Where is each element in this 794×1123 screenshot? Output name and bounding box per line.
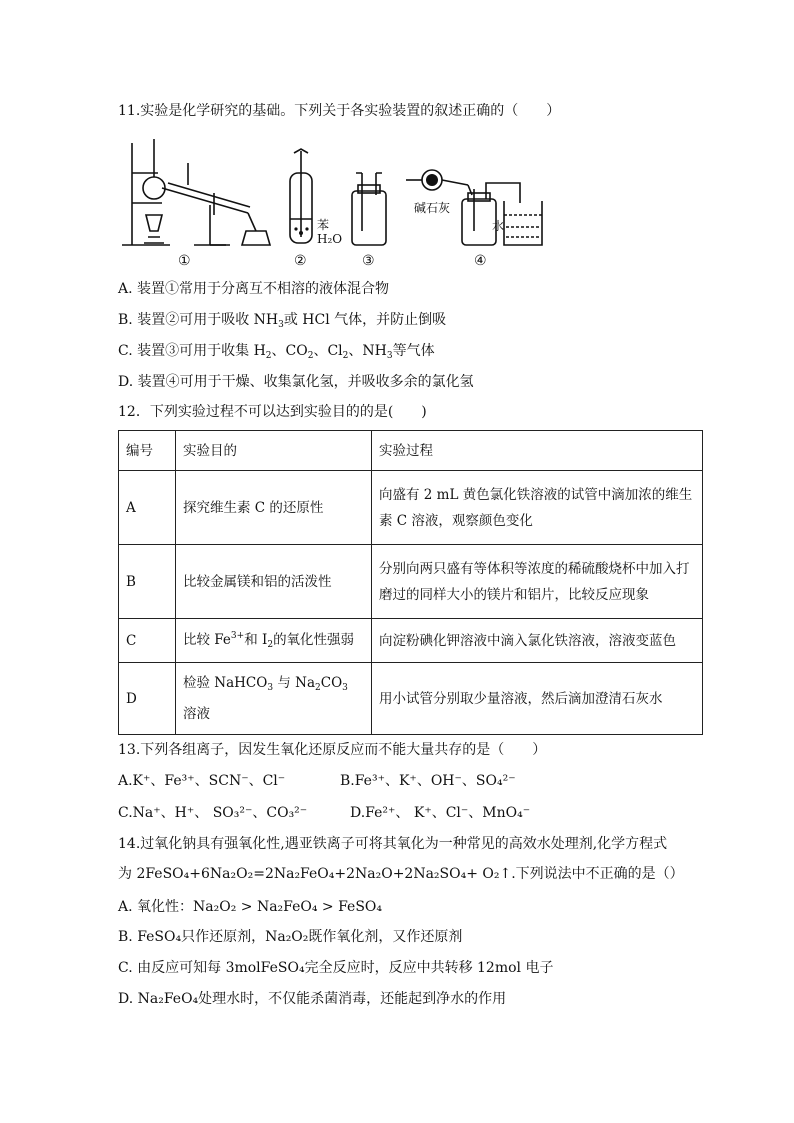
label-soda-lime: 碱石灰 — [414, 201, 451, 215]
table-row — [119, 545, 703, 619]
label-water-beaker: 水 — [492, 219, 505, 233]
header-id: 编号 — [119, 431, 176, 471]
row-proc: 用小试管分别取少量溶液，然后滴加澄清石灰水 — [372, 663, 703, 735]
row-goal: 比较 $Fe^{3+}$和 $I_2$的氧化性强弱 — [176, 619, 372, 663]
row-id: C — [119, 619, 176, 663]
q14-stem-line2: 为 2FeSO₄+6Na₂O₂=2Na₂FeO₄+2Na₂O+2Na₂SO₄+ O₂↑.下列说法中不正确的是（） — [118, 866, 684, 882]
q13-option-b: B.Fe³⁺、K⁺、OH⁻、SO₄²⁻ — [340, 773, 516, 789]
q13-option-c: C.Na⁺、H⁺、 SO₃²⁻、CO₃²⁻ — [118, 805, 308, 821]
header-proc: 实验过程 — [372, 431, 703, 471]
apparatus-drawing — [118, 133, 558, 273]
table-row — [119, 471, 703, 545]
row-id: B — [119, 545, 176, 619]
row-proc: 向淀粉碘化钾溶液中滴入氯化铁溶液，溶液变蓝色 — [372, 619, 703, 663]
q14-option-b: B. FeSO₄只作还原剂，Na₂O₂既作氧化剂，又作还原剂 — [118, 929, 463, 945]
label-benzene: 苯 — [317, 218, 330, 232]
row-goal: 检验 NaHCO$_3$ 与 $Na_2CO_3$ 溶液 — [176, 663, 372, 735]
row-proc: 向盛有 2 mL 黄色氯化铁溶液的试管中滴加浓的维生素 C 溶液，观察颜色变化 — [372, 471, 703, 545]
label-apparatus-3: ③ — [362, 253, 375, 269]
header-goal: 实验目的 — [176, 431, 372, 471]
apparatus-figure — [118, 133, 558, 273]
row-goal: 探究维生素 C 的还原性 — [176, 471, 372, 545]
label-water: H₂O — [317, 232, 343, 246]
q14-option-c: C. 由反应可知每 3molFeSO₄完全反应时，反应中共转移 12mol 电子 — [118, 960, 554, 976]
table-header-row — [119, 431, 703, 471]
q12-stem: 12．下列实验过程不可以达到实验目的的是( ) — [118, 404, 427, 420]
q11-option-b: B. 装置②可用于吸收 $NH_3$或 HCl 气体，并防止倒吸 — [118, 312, 447, 330]
row-proc: 分别向两只盛有等体积等浓度的稀硫酸烧杯中加入打磨过的同样大小的镁片和铝片，比较反应现象 — [372, 545, 703, 619]
q14-option-d: D. Na₂FeO₄处理水时，不仅能杀菌消毒，还能起到净水的作用 — [118, 991, 507, 1007]
experiment-table — [118, 430, 703, 735]
q11-option-a: A. 装置①常用于分离互不相溶的液体混合物 — [118, 281, 390, 297]
q13-stem: 13.下列各组离子，因发生氧化还原反应而不能大量共存的是（ ） — [118, 742, 547, 758]
row-id: D — [119, 663, 176, 735]
label-apparatus-1: ① — [178, 253, 191, 269]
table-row — [119, 619, 703, 663]
q11-option-c: C. 装置③可用于收集 $H_2$、$CO_2$、$Cl_2$、$NH_3$等气体 — [118, 343, 435, 361]
q14-stem-line1: 14.过氧化钠具有强氧化性,遇亚铁离子可将其氧化为一种常见的高效水处理剂,化学方程式 — [118, 836, 668, 852]
q11-stem: 11.实验是化学研究的基础。下列关于各实验装置的叙述正确的（ ） — [118, 103, 561, 119]
label-apparatus-4: ④ — [474, 253, 487, 269]
q14-option-a: A. 氧化性：Na₂O₂ > Na₂FeO₄ > FeSO₄ — [118, 899, 383, 915]
row-id: A — [119, 471, 176, 545]
q13-option-d: D.Fe²⁺、 K⁺、Cl⁻、MnO₄⁻ — [350, 805, 531, 821]
q11-option-d: D. 装置④可用于干燥、收集氯化氢，并吸收多余的氯化氢 — [118, 374, 474, 390]
table-row — [119, 663, 703, 735]
row-goal: 比较金属镁和铝的活泼性 — [176, 545, 372, 619]
q13-option-a: A.K⁺、Fe³⁺、SCN⁻、Cl⁻ — [118, 773, 286, 789]
label-apparatus-2: ② — [294, 253, 307, 269]
